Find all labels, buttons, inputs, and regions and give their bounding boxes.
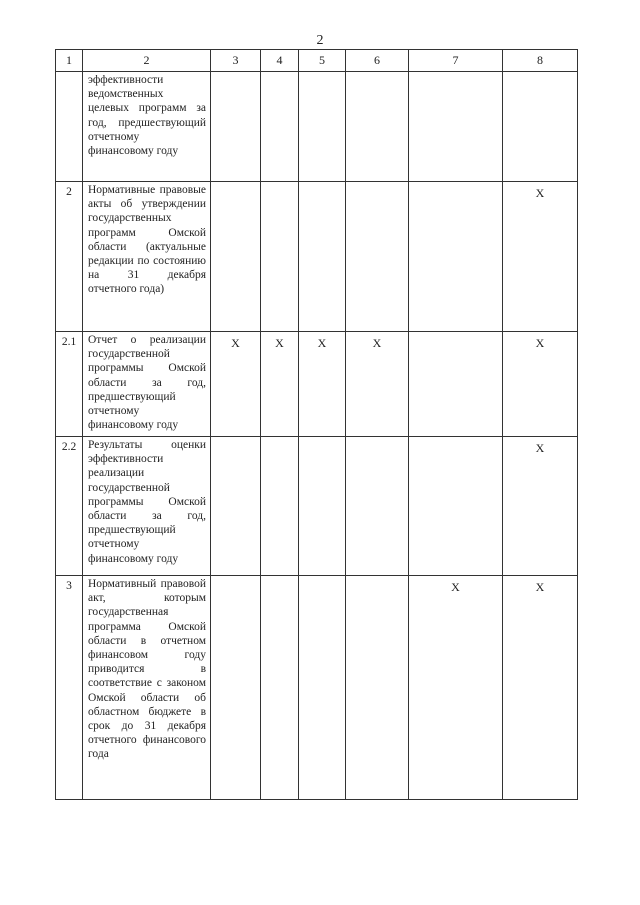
row-mark — [261, 576, 299, 800]
table-row — [56, 576, 578, 800]
row-mark: X — [409, 576, 503, 800]
row-mark — [211, 437, 261, 576]
row-mark: X — [503, 332, 578, 437]
row-mark: X — [503, 182, 578, 332]
row-mark: X — [503, 576, 578, 800]
row-mark — [261, 437, 299, 576]
row-mark — [299, 437, 346, 576]
row-mark — [346, 576, 409, 800]
row-mark: X — [346, 332, 409, 437]
row-text: Результаты оценки эффективности реализации государственной программы Омской области за год, предшествующий отчетному финансовому году — [83, 437, 211, 576]
table-row — [56, 332, 578, 437]
row-mark — [346, 72, 409, 182]
row-text: Отчет о реализации государственной программы Омской области за год, предшествующий отчетному финансовому году — [83, 332, 211, 437]
row-text: Нормативный правовой акт, которым государственная программа Омской области в отчетном финансовом году приводится в соответствие с законом Омской области об областном бюджете в срок до 31 декабря отчетного финансового года — [83, 576, 211, 800]
row-mark — [503, 72, 578, 182]
column-header: 2 — [83, 50, 211, 72]
row-mark: X — [211, 332, 261, 437]
row-mark — [409, 182, 503, 332]
row-mark — [211, 182, 261, 332]
row-number: 2.1 — [56, 332, 83, 437]
row-mark — [409, 72, 503, 182]
table-row — [56, 72, 578, 182]
table-header-row — [56, 50, 578, 72]
row-mark — [299, 576, 346, 800]
row-mark — [346, 437, 409, 576]
row-mark: X — [261, 332, 299, 437]
document-table — [55, 49, 578, 800]
row-number: 3 — [56, 576, 83, 800]
column-header: 8 — [503, 50, 578, 72]
row-mark — [346, 182, 409, 332]
column-header: 4 — [261, 50, 299, 72]
row-mark: X — [503, 437, 578, 576]
row-mark — [409, 437, 503, 576]
column-header: 6 — [346, 50, 409, 72]
row-text: Нормативные правовые акты об утверждении государственных программ Омской области (актуальные редакции по состоянию на 31 декабря отчетного года) — [83, 182, 211, 332]
row-mark: X — [299, 332, 346, 437]
column-header: 5 — [299, 50, 346, 72]
table-row — [56, 437, 578, 576]
row-mark — [299, 72, 346, 182]
row-number: 2.2 — [56, 437, 83, 576]
table-row — [56, 182, 578, 332]
row-mark — [211, 72, 261, 182]
row-mark — [299, 182, 346, 332]
row-number — [56, 72, 83, 182]
row-mark — [261, 182, 299, 332]
row-text: эффективности ведомственных целевых программ за год, предшествующий отчетному финансовому году — [83, 72, 211, 182]
column-header: 3 — [211, 50, 261, 72]
row-mark — [211, 576, 261, 800]
row-mark — [261, 72, 299, 182]
column-header: 1 — [56, 50, 83, 72]
row-number: 2 — [56, 182, 83, 332]
column-header: 7 — [409, 50, 503, 72]
row-mark — [409, 332, 503, 437]
page-number: 2 — [316, 33, 324, 48]
